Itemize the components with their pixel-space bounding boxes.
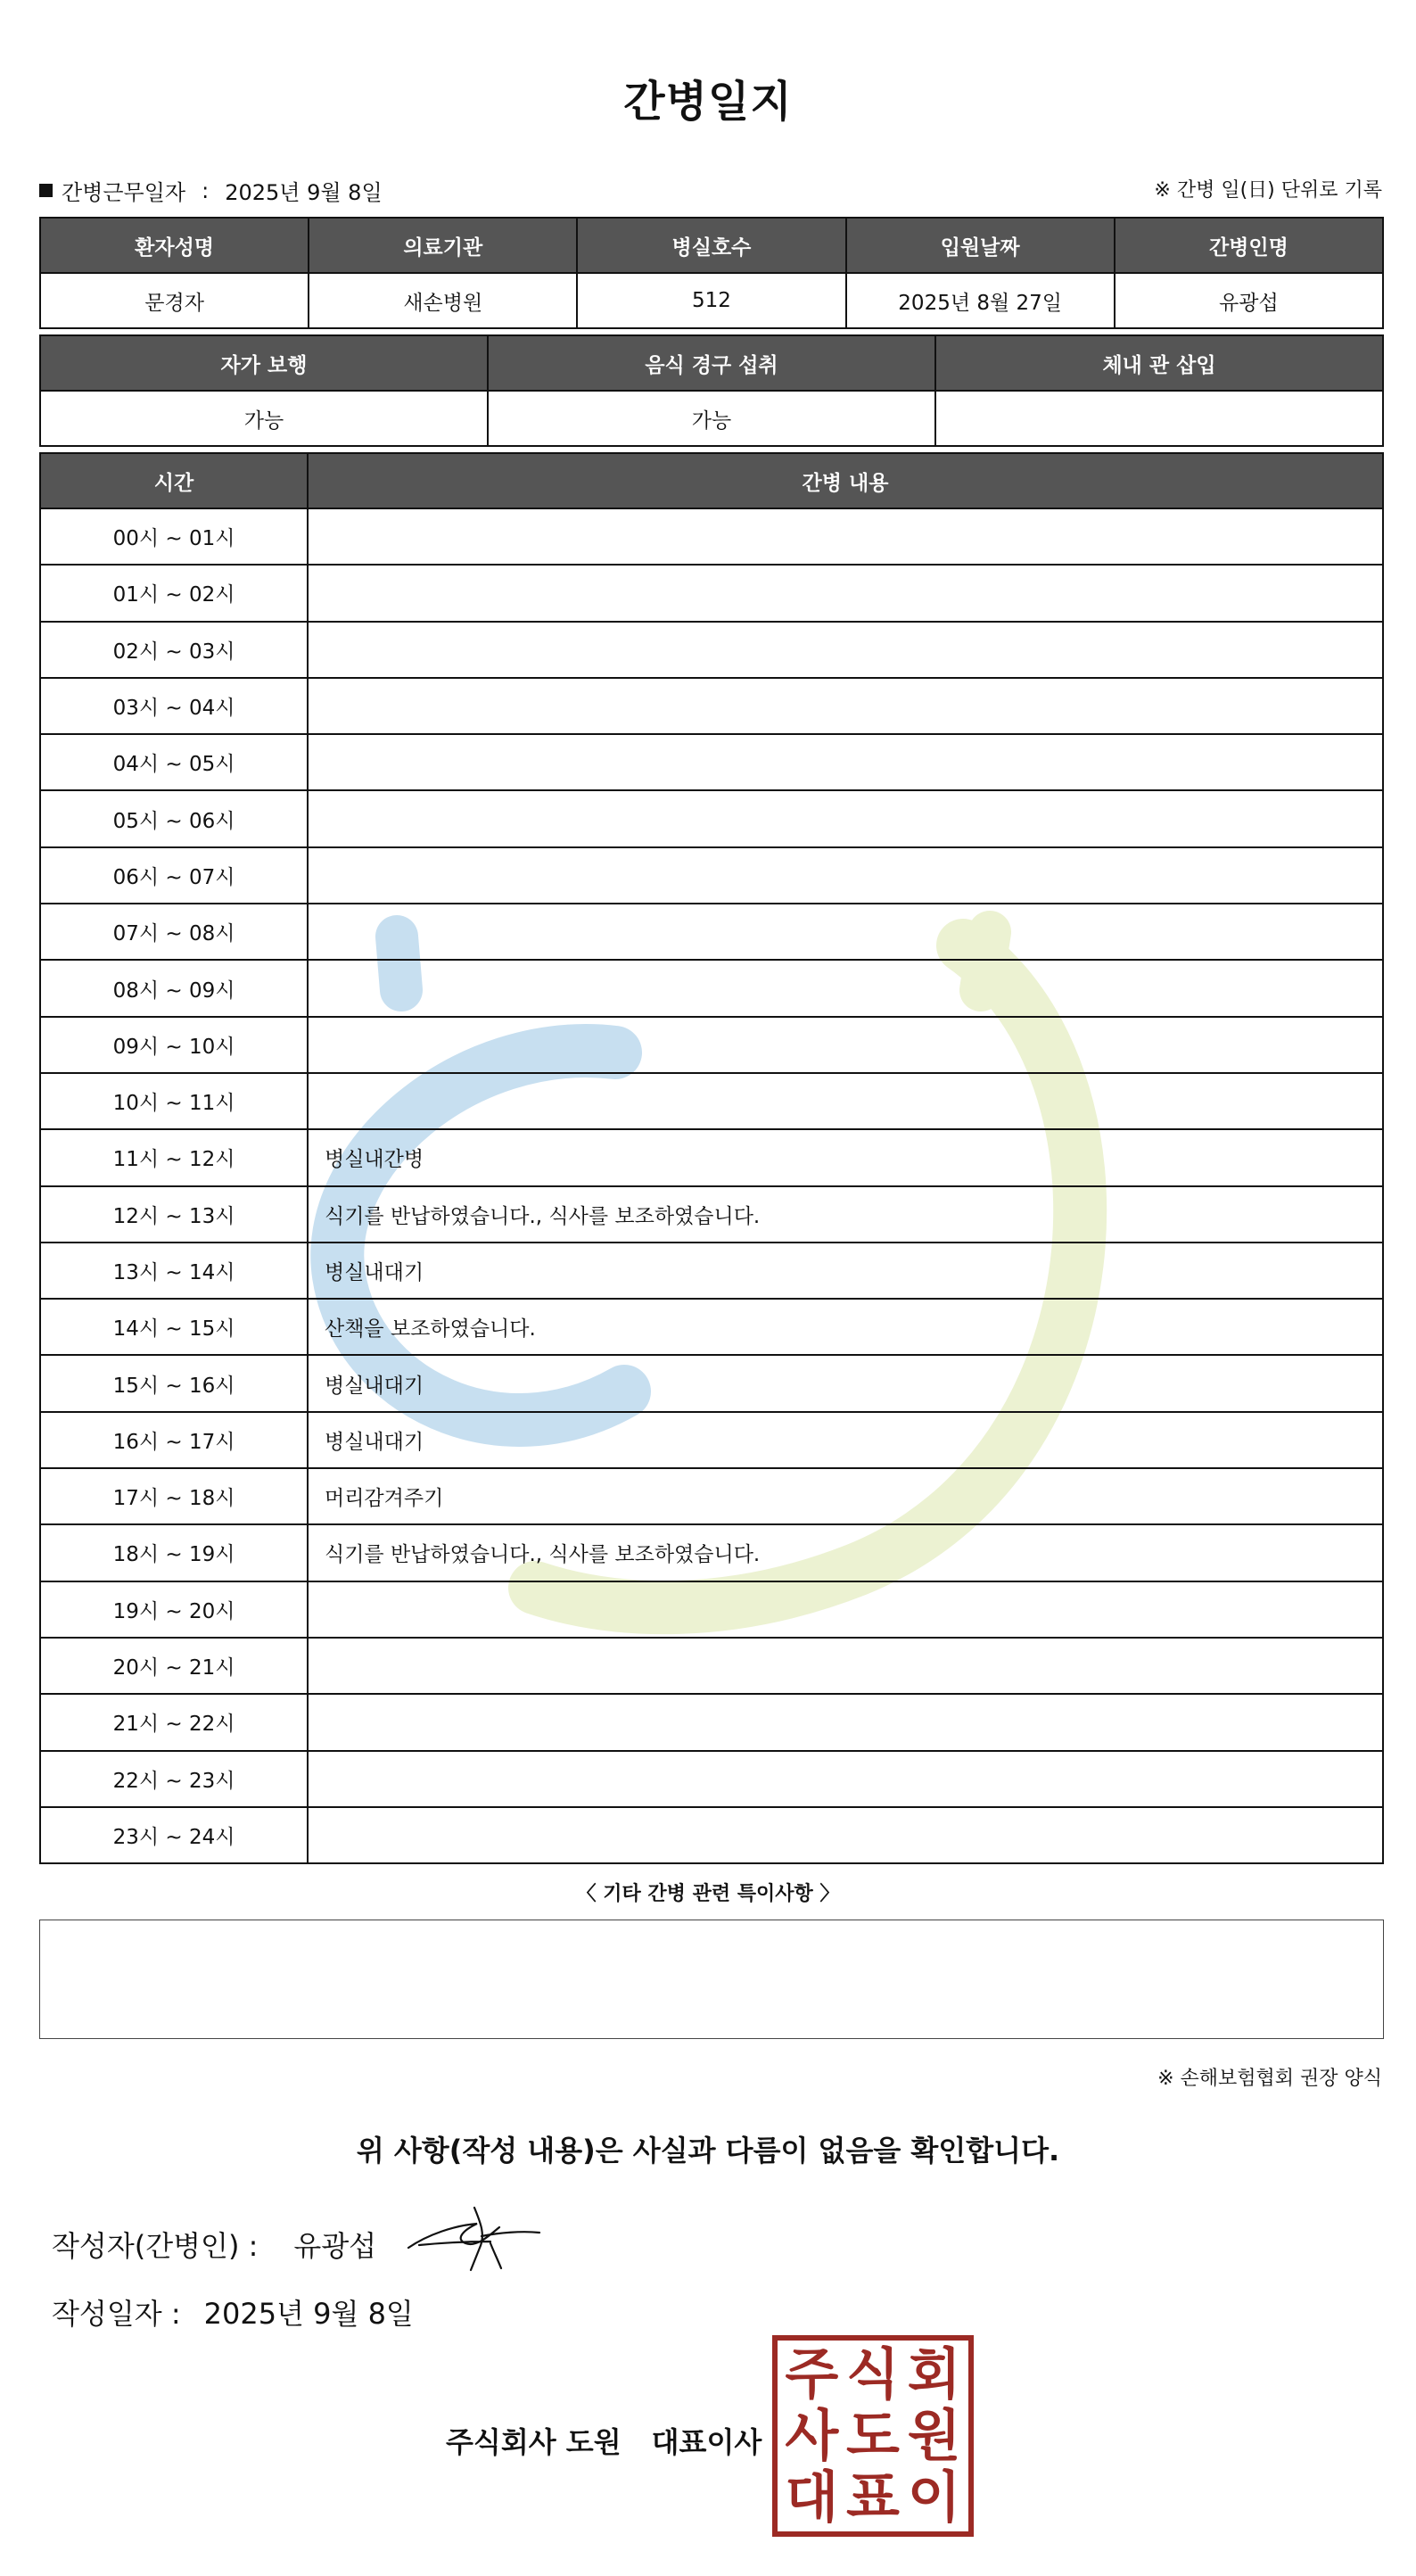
page-title: 간병일지 (623, 77, 793, 127)
table-row (40, 1412, 1383, 1468)
special-notes-label: 〈 기타 간병 관련 특이사항 〉 (576, 1883, 840, 1905)
time-cell: 00시 ~ 01시 (40, 508, 308, 565)
content-cell (308, 734, 1383, 790)
time-cell: 18시 ~ 19시 (40, 1524, 308, 1581)
work-date (39, 175, 383, 206)
representative-title: 대표이사 (651, 2425, 762, 2459)
patient-info-table (39, 217, 1384, 329)
special-notes-box (39, 1920, 1384, 2039)
time-cell: 11시 ~ 12시 (40, 1129, 308, 1185)
content-cell (308, 1807, 1383, 1863)
tube-insertion-value (935, 391, 1383, 446)
content-cell: 병실내대기 (308, 1412, 1383, 1468)
time-cell: 06시 ~ 07시 (40, 847, 308, 904)
seal-glyph: 대 (785, 2464, 839, 2530)
content-cell: 머리감겨주기 (308, 1468, 1383, 1524)
content-cell (308, 790, 1383, 846)
header-oral-intake: 음식 경구 섭취 (488, 335, 935, 391)
time-cell: 04시 ~ 05시 (40, 734, 308, 790)
table-row (40, 790, 1383, 846)
table-row (40, 1186, 1383, 1243)
hospital-name: 새손병원 (309, 273, 577, 328)
time-cell: 08시 ~ 09시 (40, 960, 308, 1016)
care-log-table (39, 452, 1384, 1864)
header-self-walking: 자가 보행 (40, 335, 488, 391)
table-row (40, 1581, 1383, 1638)
content-cell (308, 678, 1383, 734)
seal-glyph: 사 (785, 2402, 839, 2468)
table-row (40, 1694, 1383, 1750)
header-admission-date: 입원날짜 (846, 218, 1115, 273)
write-date-line (52, 2291, 414, 2332)
content-cell (308, 1017, 1383, 1073)
table-row (40, 1017, 1383, 1073)
write-date-value: 2025년 9월 8일 (203, 2297, 414, 2331)
table-row (40, 1299, 1383, 1355)
content-cell: 병실내대기 (308, 1243, 1383, 1299)
content-cell (308, 508, 1383, 565)
header-caregiver-name: 간병인명 (1115, 218, 1383, 273)
table-row (40, 1807, 1383, 1863)
table-row (40, 960, 1383, 1016)
patient-status-table (39, 334, 1384, 447)
content-cell: 식기를 반납하였습니다., 식사를 보조하였습니다. (308, 1524, 1383, 1581)
time-cell: 01시 ~ 02시 (40, 565, 308, 621)
time-cell: 10시 ~ 11시 (40, 1073, 308, 1129)
time-cell: 03시 ~ 04시 (40, 678, 308, 734)
table-row (40, 391, 1383, 446)
self-walking-value: 가능 (40, 391, 488, 446)
time-cell: 15시 ~ 16시 (40, 1355, 308, 1411)
bullet-square-icon (39, 184, 53, 197)
work-date-label: 간병근무일자 (62, 180, 186, 205)
work-date-value: 2025년 9월 8일 (225, 180, 383, 205)
table-row (40, 904, 1383, 960)
work-date-separator: : (202, 178, 210, 203)
table-header-row (40, 335, 1383, 391)
company-name: 주식회사 도원 (446, 2425, 622, 2459)
content-cell (308, 847, 1383, 904)
seal-glyph: 이 (907, 2464, 961, 2530)
confirmation-statement: 위 사항(작성 내용)은 사실과 다름이 없음을 확인합니다. (356, 2134, 1060, 2167)
table-row (40, 734, 1383, 790)
table-header-row (40, 218, 1383, 273)
content-cell (308, 904, 1383, 960)
time-cell: 09시 ~ 10시 (40, 1017, 308, 1073)
seal-glyph: 원 (907, 2402, 961, 2468)
seal-glyph: 도 (846, 2402, 900, 2468)
content-cell (308, 622, 1383, 678)
table-row (40, 847, 1383, 904)
write-date-label: 작성일자 : (52, 2297, 181, 2331)
table-row (40, 1751, 1383, 1807)
header-tube-insertion: 체내 관 삽입 (935, 335, 1383, 391)
time-cell: 17시 ~ 18시 (40, 1468, 308, 1524)
table-header-row (40, 453, 1383, 508)
association-note: ※ 손해보험협회 권장 양식 (1157, 2068, 1382, 2090)
time-cell: 16시 ~ 17시 (40, 1412, 308, 1468)
writer-label: 작성자(간병인) : (52, 2229, 259, 2263)
time-cell: 02시 ~ 03시 (40, 622, 308, 678)
table-row (40, 1355, 1383, 1411)
caregiver-name: 유광섭 (1115, 273, 1383, 328)
seal-glyph: 표 (846, 2464, 900, 2530)
content-cell (308, 565, 1383, 621)
time-cell: 19시 ~ 20시 (40, 1581, 308, 1638)
time-cell: 20시 ~ 21시 (40, 1638, 308, 1694)
oral-intake-value: 가능 (488, 391, 935, 446)
header-time: 시간 (40, 453, 308, 508)
content-cell (308, 1751, 1383, 1807)
table-row (40, 565, 1383, 621)
time-cell: 07시 ~ 08시 (40, 904, 308, 960)
table-row (40, 1243, 1383, 1299)
seal-glyph: 식 (846, 2341, 900, 2407)
admission-date: 2025년 8월 27일 (846, 273, 1115, 328)
unit-note: ※ 간병 일(日) 단위로 기록 (1154, 179, 1382, 202)
content-cell (308, 1581, 1383, 1638)
time-cell: 23시 ~ 24시 (40, 1807, 308, 1863)
table-row (40, 1129, 1383, 1185)
content-cell: 식기를 반납하였습니다., 식사를 보조하였습니다. (308, 1186, 1383, 1243)
seal-glyph: 회 (907, 2341, 961, 2407)
company-seal-stamp (772, 2335, 974, 2537)
table-row (40, 678, 1383, 734)
content-cell (308, 1694, 1383, 1750)
room-number: 512 (577, 273, 845, 328)
header-room-number: 병실호수 (577, 218, 845, 273)
company-signature-line (446, 2420, 762, 2461)
table-row (40, 1524, 1383, 1581)
content-cell: 병실내간병 (308, 1129, 1383, 1185)
time-cell: 21시 ~ 22시 (40, 1694, 308, 1750)
writer-line (52, 2224, 376, 2265)
seal-glyph: 주 (785, 2341, 839, 2407)
content-cell: 병실내대기 (308, 1355, 1383, 1411)
writer-name: 유광섭 (293, 2229, 377, 2263)
content-cell (308, 960, 1383, 1016)
content-cell (308, 1638, 1383, 1694)
time-cell: 05시 ~ 06시 (40, 790, 308, 846)
table-row (40, 622, 1383, 678)
time-cell: 14시 ~ 15시 (40, 1299, 308, 1355)
header-patient-name: 환자성명 (40, 218, 309, 273)
content-cell: 산책을 보조하였습니다. (308, 1299, 1383, 1355)
table-row (40, 1638, 1383, 1694)
header-care-content: 간병 내용 (308, 453, 1383, 508)
patient-name: 문경자 (40, 273, 309, 328)
content-cell (308, 1073, 1383, 1129)
time-cell: 22시 ~ 23시 (40, 1751, 308, 1807)
table-row (40, 1468, 1383, 1524)
time-cell: 12시 ~ 13시 (40, 1186, 308, 1243)
table-row (40, 1073, 1383, 1129)
table-row (40, 273, 1383, 328)
table-row (40, 508, 1383, 565)
handwritten-signature (401, 2199, 544, 2279)
header-hospital: 의료기관 (309, 218, 577, 273)
time-cell: 13시 ~ 14시 (40, 1243, 308, 1299)
